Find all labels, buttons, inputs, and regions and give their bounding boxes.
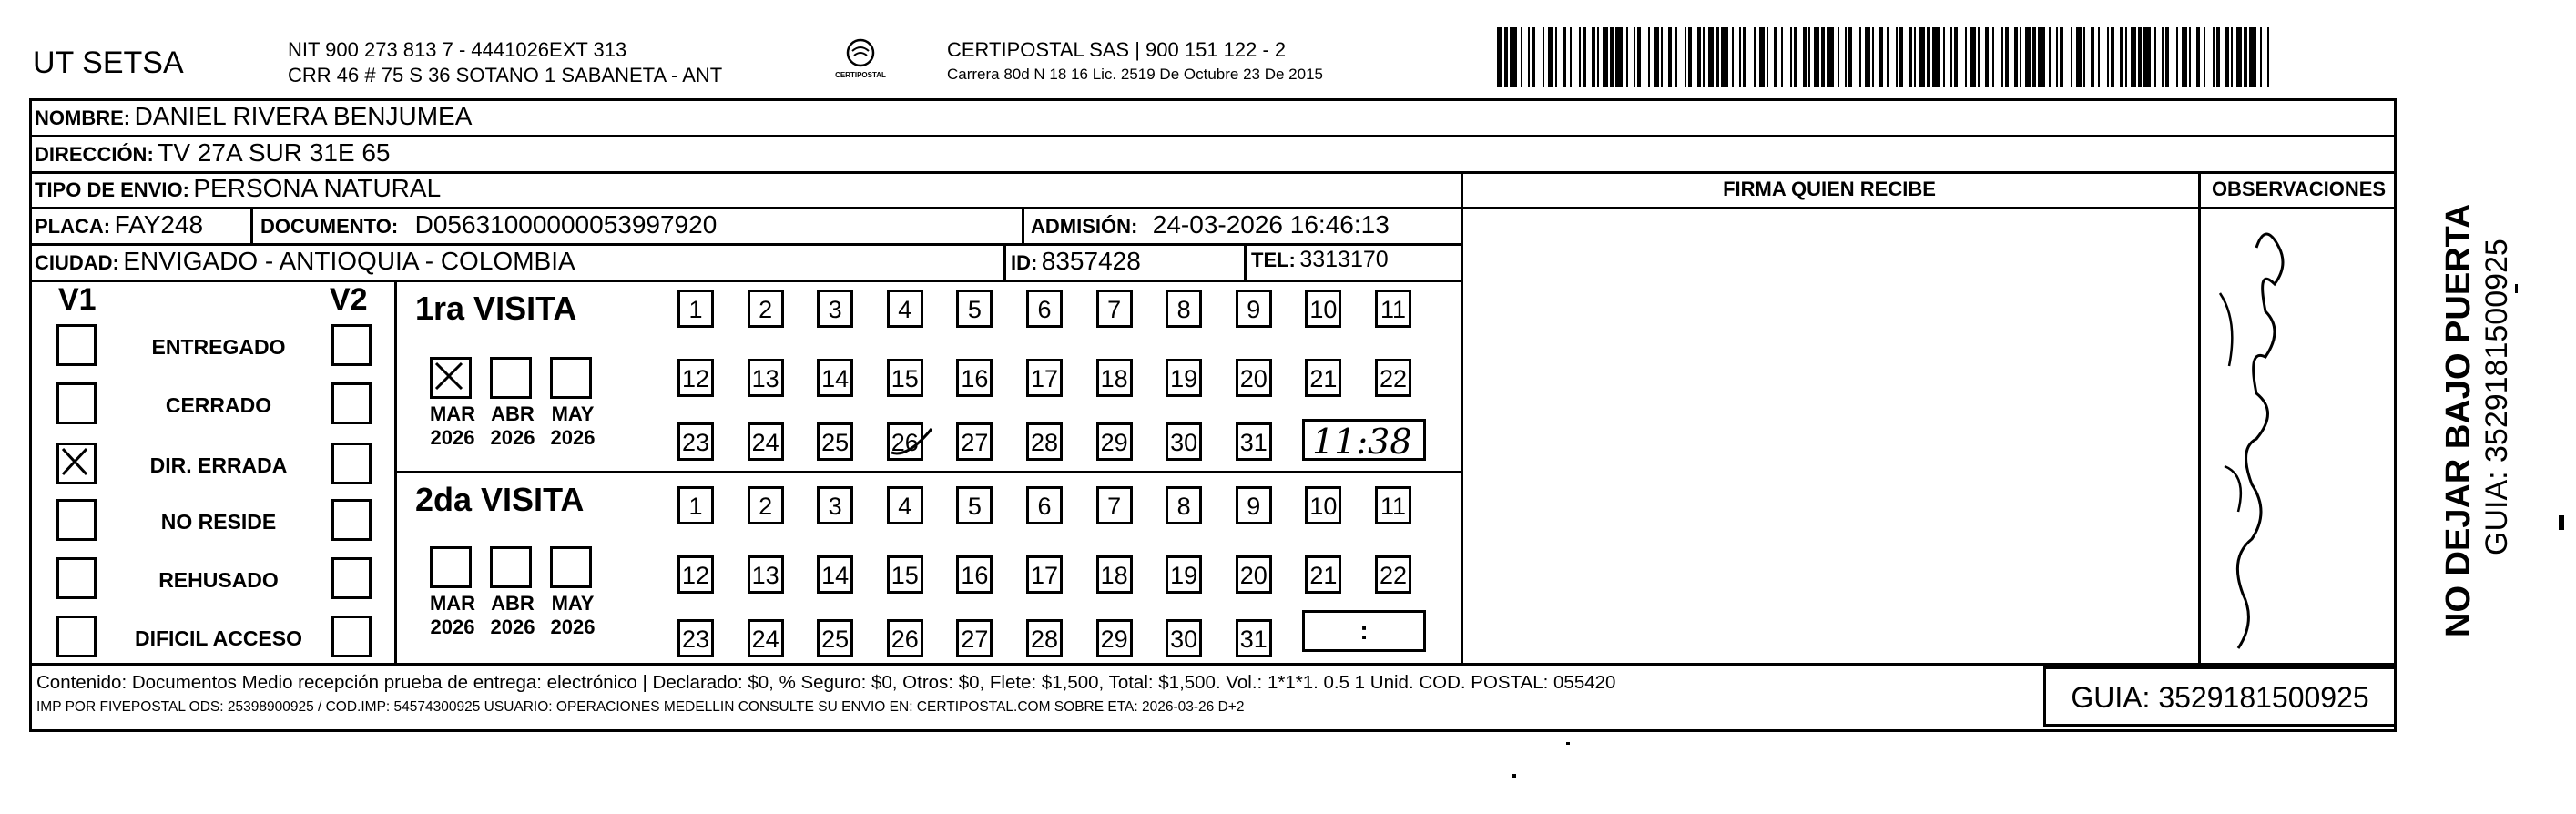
- day-box[interactable]: 24: [748, 422, 784, 461]
- day-box[interactable]: 13: [748, 555, 784, 594]
- month-year: 2026: [490, 616, 535, 638]
- nombre-value: DANIEL RIVERA BENJUMEA: [134, 102, 473, 130]
- second-visit-title: 2da VISITA: [415, 481, 585, 518]
- admision-row: [1031, 210, 1390, 239]
- v2-checkbox[interactable]: [331, 324, 372, 366]
- id-label: ID:: [1011, 251, 1038, 274]
- day-box[interactable]: 4: [887, 486, 923, 524]
- day-box[interactable]: 9: [1236, 486, 1272, 524]
- placa-label: PLACA:: [35, 215, 111, 238]
- first-visit-title: 1ra VISITA: [415, 290, 577, 327]
- v1-checkbox[interactable]: [56, 557, 97, 599]
- nombre-label: NOMBRE:: [35, 107, 131, 129]
- day-box[interactable]: 31: [1236, 422, 1272, 461]
- company-address: CRR 46 # 75 S 36 SOTANO 1 SABANETA - ANT: [288, 64, 723, 86]
- month-label: MAR: [429, 592, 476, 615]
- month-label: ABR: [491, 592, 535, 615]
- month-checkbox[interactable]: [490, 546, 532, 588]
- day-box[interactable]: 29: [1096, 422, 1133, 461]
- month-year: 2026: [430, 616, 475, 638]
- first-visit-time: 11:38: [1312, 422, 1412, 462]
- scan-mark: [2515, 284, 2518, 293]
- day-box[interactable]: 10: [1305, 290, 1341, 328]
- month-checkbox[interactable]: [490, 357, 532, 399]
- v2-checkbox[interactable]: [331, 557, 372, 599]
- day-box[interactable]: 1: [677, 486, 714, 524]
- day-box[interactable]: 1: [677, 290, 714, 328]
- company-name: UT SETSA: [33, 46, 184, 80]
- tipo-row: [35, 174, 441, 203]
- day-box[interactable]: 29: [1096, 619, 1133, 657]
- day-box[interactable]: 21: [1305, 555, 1341, 594]
- day-box[interactable]: 27: [956, 619, 993, 657]
- direccion-row: [35, 138, 391, 168]
- day-box[interactable]: 26: [887, 619, 923, 657]
- day-box[interactable]: 30: [1166, 619, 1202, 657]
- day-box[interactable]: 27: [956, 422, 993, 461]
- day-box[interactable]: 2: [748, 486, 784, 524]
- side-guia: GUIA: 3529181500925: [2479, 239, 2514, 555]
- day-box[interactable]: 18: [1096, 359, 1133, 397]
- month-label: MAY: [551, 402, 595, 425]
- day-box[interactable]: 17: [1026, 359, 1063, 397]
- day-box[interactable]: 9: [1236, 290, 1272, 328]
- observaciones-header: OBSERVACIONES: [2211, 178, 2387, 200]
- day-box[interactable]: 22: [1375, 359, 1411, 397]
- tel-value: 3313170: [1299, 247, 1389, 272]
- day-box[interactable]: 28: [1026, 619, 1063, 657]
- scan-mark: [1566, 742, 1570, 745]
- documento-value: D05631000000053997920: [414, 210, 718, 239]
- day-box[interactable]: 20: [1236, 359, 1272, 397]
- day-box[interactable]: 7: [1096, 486, 1133, 524]
- status-label: DIR. ERRADA: [149, 453, 288, 477]
- day-box[interactable]: 31: [1236, 619, 1272, 657]
- day-box[interactable]: 19: [1166, 359, 1202, 397]
- day-box[interactable]: 11: [1375, 290, 1411, 328]
- id-value: 8357428: [1041, 247, 1141, 275]
- day-box[interactable]: 12: [677, 359, 714, 397]
- day-box[interactable]: 15: [887, 555, 923, 594]
- day-box[interactable]: 10: [1305, 486, 1341, 524]
- ciudad-label: CIUDAD:: [35, 251, 119, 274]
- day-box[interactable]: 20: [1236, 555, 1272, 594]
- month-year: 2026: [430, 426, 475, 449]
- day-box[interactable]: 21: [1305, 359, 1341, 397]
- day-box[interactable]: 23: [677, 619, 714, 657]
- month-checkbox[interactable]: [430, 357, 472, 399]
- month-checkbox[interactable]: [430, 546, 472, 588]
- v2-checkbox[interactable]: [331, 443, 372, 484]
- day-box[interactable]: 13: [748, 359, 784, 397]
- day-box[interactable]: 16: [956, 555, 993, 594]
- second-visit-time-box[interactable]: [1302, 610, 1426, 652]
- nit-line: NIT 900 273 813 7 - 4441026EXT 313: [288, 38, 627, 61]
- month-year: 2026: [550, 426, 596, 449]
- status-label: NO RESIDE: [160, 510, 277, 534]
- month-label: MAY: [551, 592, 595, 615]
- day-box[interactable]: 25: [817, 422, 853, 461]
- month-year: 2026: [550, 616, 596, 638]
- day-box[interactable]: 6: [1026, 486, 1063, 524]
- day-box[interactable]: 14: [817, 555, 853, 594]
- v2-checkbox[interactable]: [331, 616, 372, 657]
- day-box[interactable]: 7: [1096, 290, 1133, 328]
- day-box[interactable]: 14: [817, 359, 853, 397]
- tel-label: TEL:: [1251, 249, 1296, 271]
- footer-imp: IMP POR FIVEPOSTAL ODS: 25398900925 / COD.IMP: 54574300925 USUARIO: OPERACIONES MEDELLIN CONSULTE SU ENVIO EN: CERTIPOSTAL.COM SOBRE ETA: 2026-03-26 D+2: [36, 699, 1245, 715]
- footer-guia: GUIA: 3529181500925: [2071, 681, 2369, 714]
- status-label: DIFICIL ACCESO: [134, 626, 302, 650]
- day-box[interactable]: 26: [887, 422, 923, 461]
- day-box[interactable]: 25: [817, 619, 853, 657]
- certipostal-line: CERTIPOSTAL SAS | 900 151 122 - 2: [947, 38, 1287, 61]
- v2-checkbox[interactable]: [331, 382, 372, 424]
- logo-text: CERTIPOSTAL: [835, 71, 886, 79]
- first-visit-time-box[interactable]: [1302, 419, 1426, 461]
- day-box[interactable]: 11: [1375, 486, 1411, 524]
- v2-header: V2: [330, 282, 368, 317]
- documento-row: [260, 210, 717, 239]
- admision-label: ADMISIÓN:: [1031, 215, 1138, 238]
- admision-value: 24-03-2026 16:46:13: [1152, 210, 1390, 239]
- ciudad-row: [35, 247, 575, 276]
- day-box[interactable]: 5: [956, 486, 993, 524]
- day-box[interactable]: 12: [677, 555, 714, 594]
- day-box[interactable]: 19: [1166, 555, 1202, 594]
- day-box[interactable]: 8: [1166, 290, 1202, 328]
- second-visit-time: :: [1359, 616, 1369, 645]
- day-box[interactable]: 23: [677, 422, 714, 461]
- id-row: [1011, 247, 1141, 276]
- day-box[interactable]: 30: [1166, 422, 1202, 461]
- scan-mark: [1512, 774, 1516, 778]
- direccion-label: DIRECCIÓN:: [35, 143, 154, 166]
- month-label: ABR: [491, 402, 535, 425]
- license-line: Carrera 80d N 18 16 Lic. 2519 De Octubre 23 De 2015: [947, 66, 1323, 83]
- placa-value: FAY248: [114, 210, 204, 239]
- day-box[interactable]: 3: [817, 486, 853, 524]
- status-label: ENTREGADO: [151, 335, 286, 359]
- month-label: MAR: [429, 402, 476, 425]
- day-box[interactable]: 16: [956, 359, 993, 397]
- day-box[interactable]: 17: [1026, 555, 1063, 594]
- month-checkbox[interactable]: [550, 546, 592, 588]
- scan-mark: [2559, 515, 2564, 530]
- recipient-signature: [2202, 211, 2302, 657]
- day-box[interactable]: 24: [748, 619, 784, 657]
- tel-row: [1251, 247, 1389, 273]
- v1-header: V1: [58, 282, 97, 317]
- day-box[interactable]: 18: [1096, 555, 1133, 594]
- v1-checkbox[interactable]: [56, 324, 97, 366]
- v1-checkbox[interactable]: [56, 499, 97, 541]
- placa-row: [35, 210, 203, 239]
- day-box[interactable]: 3: [817, 290, 853, 328]
- firma-header: FIRMA QUIEN RECIBE: [1723, 178, 1936, 200]
- ciudad-value: ENVIGADO - ANTIOQUIA - COLOMBIA: [123, 247, 575, 275]
- status-label: REHUSADO: [158, 568, 279, 592]
- documento-label: DOCUMENTO:: [260, 215, 399, 238]
- day-box[interactable]: 6: [1026, 290, 1063, 328]
- direccion-value: TV 27A SUR 31E 65: [158, 138, 391, 167]
- tipo-label: TIPO DE ENVIO:: [35, 178, 189, 201]
- day-box[interactable]: 15: [887, 359, 923, 397]
- month-year: 2026: [490, 426, 535, 449]
- day-box[interactable]: 28: [1026, 422, 1063, 461]
- day-box[interactable]: 22: [1375, 555, 1411, 594]
- status-label: CERRADO: [165, 393, 272, 417]
- nombre-row: [35, 102, 472, 131]
- v1-checkbox[interactable]: [56, 443, 97, 484]
- v2-checkbox[interactable]: [331, 499, 372, 541]
- side-warning: NO DEJAR BAJO PUERTA: [2439, 203, 2478, 637]
- footer-content: Contenido: Documentos Medio recepción prueba de entrega: electrónico | Declarado: $0, % Seguro: $0, Otros: $0, Flete: $1,500, Total: $1,500. Vol.: 1*1*1. 0.5 1 Unid. COD. POSTAL: 055420: [36, 672, 1616, 693]
- barcode: [1497, 27, 2276, 87]
- month-checkbox[interactable]: [550, 357, 592, 399]
- day-box[interactable]: 2: [748, 290, 784, 328]
- day-box[interactable]: 8: [1166, 486, 1202, 524]
- day-box[interactable]: 4: [887, 290, 923, 328]
- tipo-value: PERSONA NATURAL: [193, 174, 442, 202]
- certipostal-logo-icon: [830, 35, 891, 89]
- v1-checkbox[interactable]: [56, 382, 97, 424]
- v1-checkbox[interactable]: [56, 616, 97, 657]
- day-box[interactable]: 5: [956, 290, 993, 328]
